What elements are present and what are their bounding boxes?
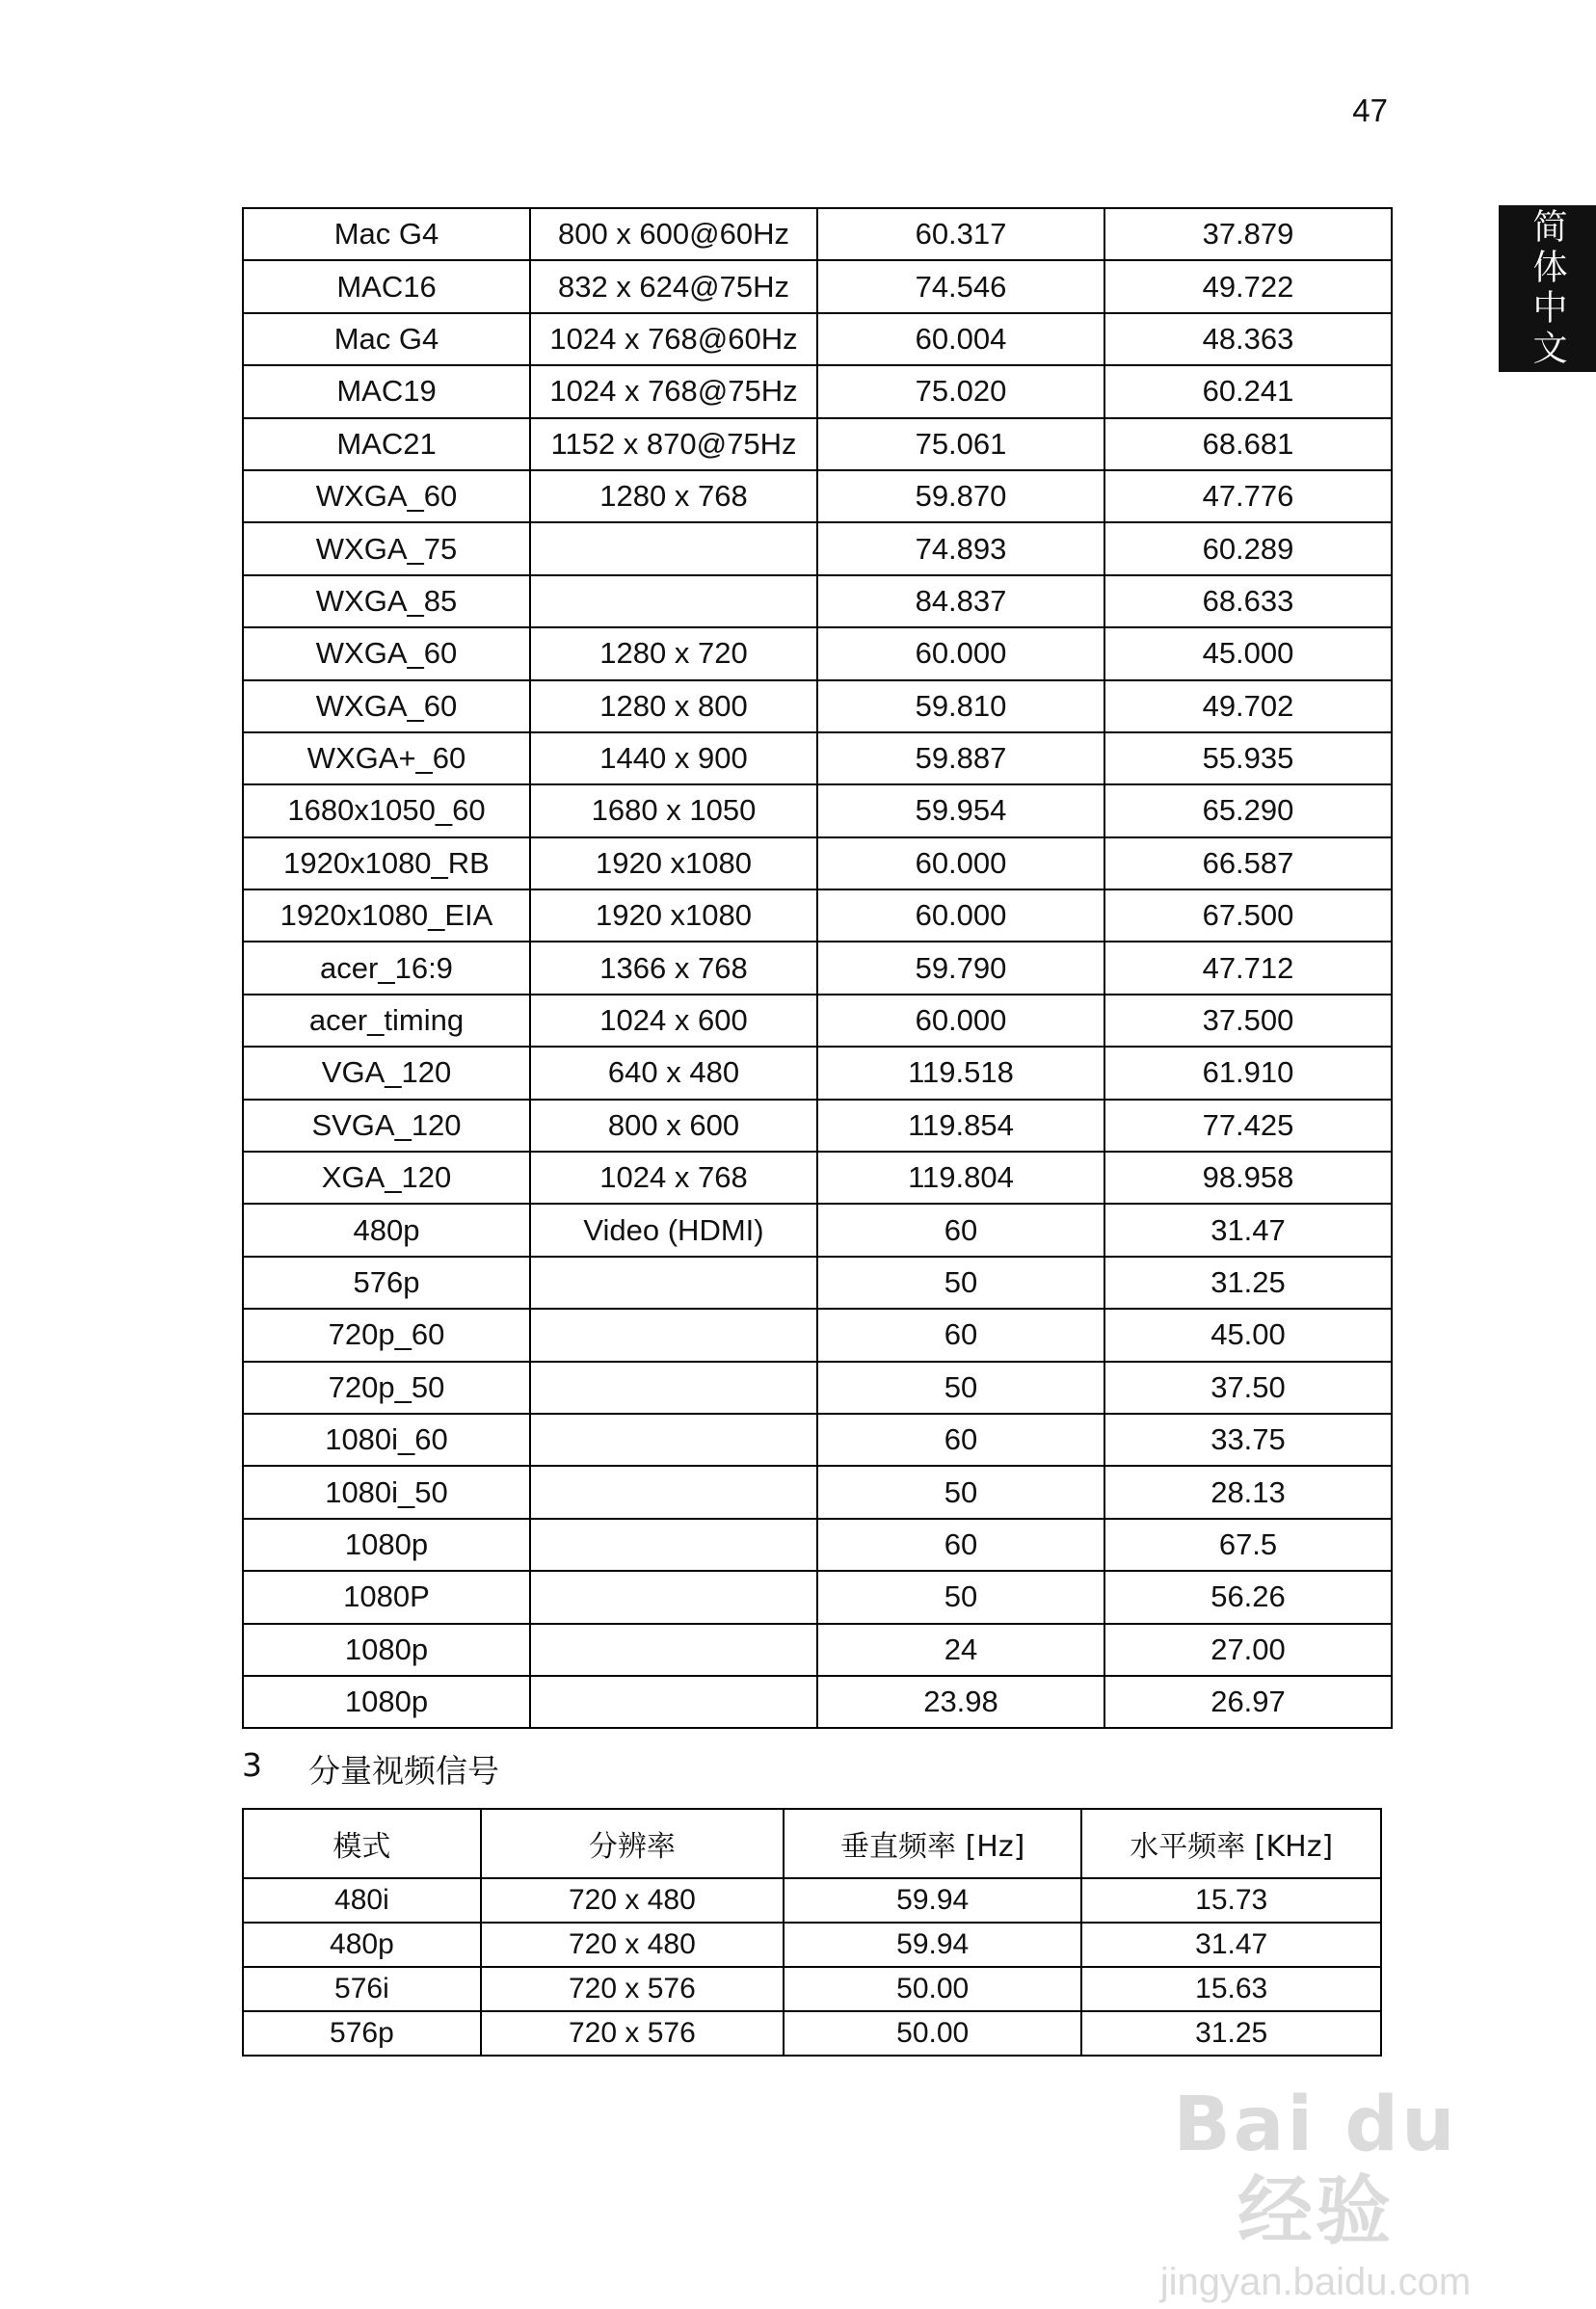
table-row [243,1309,1392,1361]
table-cell: 1280 x 768 [530,470,817,522]
table-cell: 59.94 [784,1878,1081,1923]
table-cell: 60.241 [1104,365,1392,417]
table-cell: 1280 x 800 [530,680,817,732]
header-resolution: 分辨率 [481,1809,784,1878]
table-cell: 68.633 [1104,575,1392,627]
table-cell: 60 [817,1414,1104,1466]
table-cell: 480p [243,1923,481,1967]
table-cell: 60.289 [1104,522,1392,574]
table-cell: 50 [817,1362,1104,1414]
table-cell: WXGA+_60 [243,732,530,784]
table-cell: Mac G4 [243,208,530,260]
table-cell: 77.425 [1104,1100,1392,1152]
table-cell: 59.870 [817,470,1104,522]
table-cell: 1920 x1080 [530,889,817,942]
table-cell [530,1414,817,1466]
table-cell: 640 x 480 [530,1047,817,1099]
table-row [243,732,1392,784]
table-row [243,1676,1392,1728]
table-cell: 66.587 [1104,837,1392,889]
table-cell: WXGA_85 [243,575,530,627]
table-cell: MAC21 [243,418,530,470]
table-cell [530,1624,817,1676]
table-cell: 60.317 [817,208,1104,260]
table-cell: 49.722 [1104,260,1392,312]
table-cell: 1366 x 768 [530,942,817,994]
table-row [243,522,1392,574]
table-cell: 50 [817,1571,1104,1623]
table-cell: WXGA_75 [243,522,530,574]
section-title: 分量视频信号 [308,1752,499,1790]
table-cell: 24 [817,1624,1104,1676]
table-row [243,1100,1392,1152]
table-row [243,365,1392,417]
table-cell: Mac G4 [243,313,530,365]
header-horizontal-frequency: 水平频率 [KHz] [1081,1809,1381,1878]
table-cell: 59.790 [817,942,1104,994]
table-cell: 55.935 [1104,732,1392,784]
table-cell: 84.837 [817,575,1104,627]
table-cell: MAC19 [243,365,530,417]
table-cell: 50.00 [784,2011,1081,2056]
section-number: 3 [242,1746,262,1784]
table-row [243,1878,1381,1923]
table-cell: 1024 x 600 [530,995,817,1047]
table-cell: 720 x 480 [481,1878,784,1923]
table-row [243,784,1392,836]
table-cell: 74.546 [817,260,1104,312]
table-row [243,260,1392,312]
table-cell: 800 x 600@60Hz [530,208,817,260]
language-tab [1499,205,1596,372]
table-cell: 720p_60 [243,1309,530,1361]
table-row [243,2011,1381,2056]
table-cell: MAC16 [243,260,530,312]
table-cell: 1080i_50 [243,1466,530,1518]
header-vertical-frequency: 垂直频率 [Hz] [784,1809,1081,1878]
table-row [243,208,1392,260]
table-cell: 720 x 576 [481,1967,784,2011]
table-cell [530,1676,817,1728]
table-cell: 60.000 [817,627,1104,679]
table-cell: 720 x 480 [481,1923,784,1967]
table-cell: 61.910 [1104,1047,1392,1099]
table-cell: 45.00 [1104,1309,1392,1361]
table-cell: 1680x1050_60 [243,784,530,836]
table-cell: 1024 x 768 [530,1152,817,1204]
table-cell: 1280 x 720 [530,627,817,679]
table-row [243,837,1392,889]
table-cell: WXGA_60 [243,470,530,522]
table-cell: 60 [817,1309,1104,1361]
table-cell [530,1362,817,1414]
table-cell: 119.804 [817,1152,1104,1204]
table-row [243,1519,1392,1571]
table-cell: 31.47 [1104,1204,1392,1256]
table-row [243,995,1392,1047]
table-cell: 37.50 [1104,1362,1392,1414]
table-row [243,942,1392,994]
table-row [243,418,1392,470]
watermark-url: jingyan.baidu.com [1159,2261,1472,2303]
timing-table-body [243,208,1392,1728]
table-cell: 60.004 [817,313,1104,365]
table-row [243,1362,1392,1414]
baidu-watermark [1128,2082,1503,2303]
table-cell: 31.25 [1104,1257,1392,1309]
table-cell [530,1257,817,1309]
table-row [243,1152,1392,1204]
table-cell: 720p_50 [243,1362,530,1414]
table-cell: 59.810 [817,680,1104,732]
table-row [243,1624,1392,1676]
table-cell: 1080p [243,1676,530,1728]
table-cell: 1024 x 768@75Hz [530,365,817,417]
table-cell: XGA_120 [243,1152,530,1204]
table-cell: 75.020 [817,365,1104,417]
component-video-table [242,1808,1382,2057]
table-cell: 576p [243,1257,530,1309]
table-cell: 119.518 [817,1047,1104,1099]
table-cell: 67.500 [1104,889,1392,942]
table-cell: 50.00 [784,1967,1081,2011]
table-cell: 23.98 [817,1676,1104,1728]
table-row [243,1923,1381,1967]
table-cell: 50 [817,1257,1104,1309]
table-cell: 26.97 [1104,1676,1392,1728]
table-cell: 1920 x1080 [530,837,817,889]
watermark-logo: Bai du 经验 [1173,2082,1458,2255]
table-cell: 720 x 576 [481,2011,784,2056]
table-cell: 59.954 [817,784,1104,836]
table-cell: 480i [243,1878,481,1923]
table-cell: 33.75 [1104,1414,1392,1466]
table-cell: 1440 x 900 [530,732,817,784]
table-cell: 37.500 [1104,995,1392,1047]
table-cell: 37.879 [1104,208,1392,260]
table-cell [530,1571,817,1623]
table-cell: 1920x1080_EIA [243,889,530,942]
table-cell: 49.702 [1104,680,1392,732]
table-cell: acer_timing [243,995,530,1047]
table-cell: 1080i_60 [243,1414,530,1466]
table-row [243,1257,1392,1309]
table-row [243,470,1392,522]
table-row [243,313,1392,365]
table-cell: 56.26 [1104,1571,1392,1623]
table-row [243,575,1392,627]
table-cell: 800 x 600 [530,1100,817,1152]
table-cell: SVGA_120 [243,1100,530,1152]
table-row [243,1571,1392,1623]
table-cell: 60.000 [817,889,1104,942]
table-row [243,1204,1392,1256]
timing-table [242,207,1393,1729]
table-cell: 98.958 [1104,1152,1392,1204]
language-tab-label: 简体中文 [1528,207,1567,370]
table-cell: WXGA_60 [243,680,530,732]
table-row [243,680,1392,732]
table-cell: 75.061 [817,418,1104,470]
table-cell: 480p [243,1204,530,1256]
table-cell: 74.893 [817,522,1104,574]
table-cell [530,1519,817,1571]
table-cell: 576p [243,2011,481,2056]
table-cell: 1024 x 768@60Hz [530,313,817,365]
table-cell [530,522,817,574]
table-row [243,1466,1392,1518]
section-heading [242,1746,499,1791]
table-cell: 60 [817,1519,1104,1571]
table-cell [530,1466,817,1518]
table-row [243,1047,1392,1099]
table-cell: 15.63 [1081,1967,1381,2011]
table-cell: 47.712 [1104,942,1392,994]
table-cell: 60.000 [817,995,1104,1047]
table-cell: 31.25 [1081,2011,1381,2056]
table-cell: VGA_120 [243,1047,530,1099]
table-row [243,627,1392,679]
table-cell: 50 [817,1466,1104,1518]
table-cell: 28.13 [1104,1466,1392,1518]
table-cell: 47.776 [1104,470,1392,522]
table-cell: 65.290 [1104,784,1392,836]
table-cell: 576i [243,1967,481,2011]
component-video-table-body [243,1878,1381,2056]
table-cell [530,1309,817,1361]
table-cell: 1080P [243,1571,530,1623]
table-cell: 31.47 [1081,1923,1381,1967]
table-cell: 832 x 624@75Hz [530,260,817,312]
table-header-row [243,1809,1381,1878]
table-cell: 60.000 [817,837,1104,889]
table-row [243,1967,1381,2011]
table-cell: 68.681 [1104,418,1392,470]
table-row [243,1414,1392,1466]
table-cell: 45.000 [1104,627,1392,679]
page-number: 47 [1352,93,1388,128]
table-cell: WXGA_60 [243,627,530,679]
table-cell [530,575,817,627]
table-cell: 27.00 [1104,1624,1392,1676]
table-cell: 1920x1080_RB [243,837,530,889]
header-mode: 模式 [243,1809,481,1878]
table-cell: 119.854 [817,1100,1104,1152]
table-row [243,889,1392,942]
table-cell: 60 [817,1204,1104,1256]
table-cell: 1080p [243,1624,530,1676]
table-cell: 1680 x 1050 [530,784,817,836]
table-cell: 1152 x 870@75Hz [530,418,817,470]
table-cell: 67.5 [1104,1519,1392,1571]
table-cell: acer_16:9 [243,942,530,994]
table-cell: 1080p [243,1519,530,1571]
table-cell: 59.887 [817,732,1104,784]
table-cell: Video (HDMI) [530,1204,817,1256]
table-cell: 15.73 [1081,1878,1381,1923]
table-cell: 59.94 [784,1923,1081,1967]
table-cell: 48.363 [1104,313,1392,365]
